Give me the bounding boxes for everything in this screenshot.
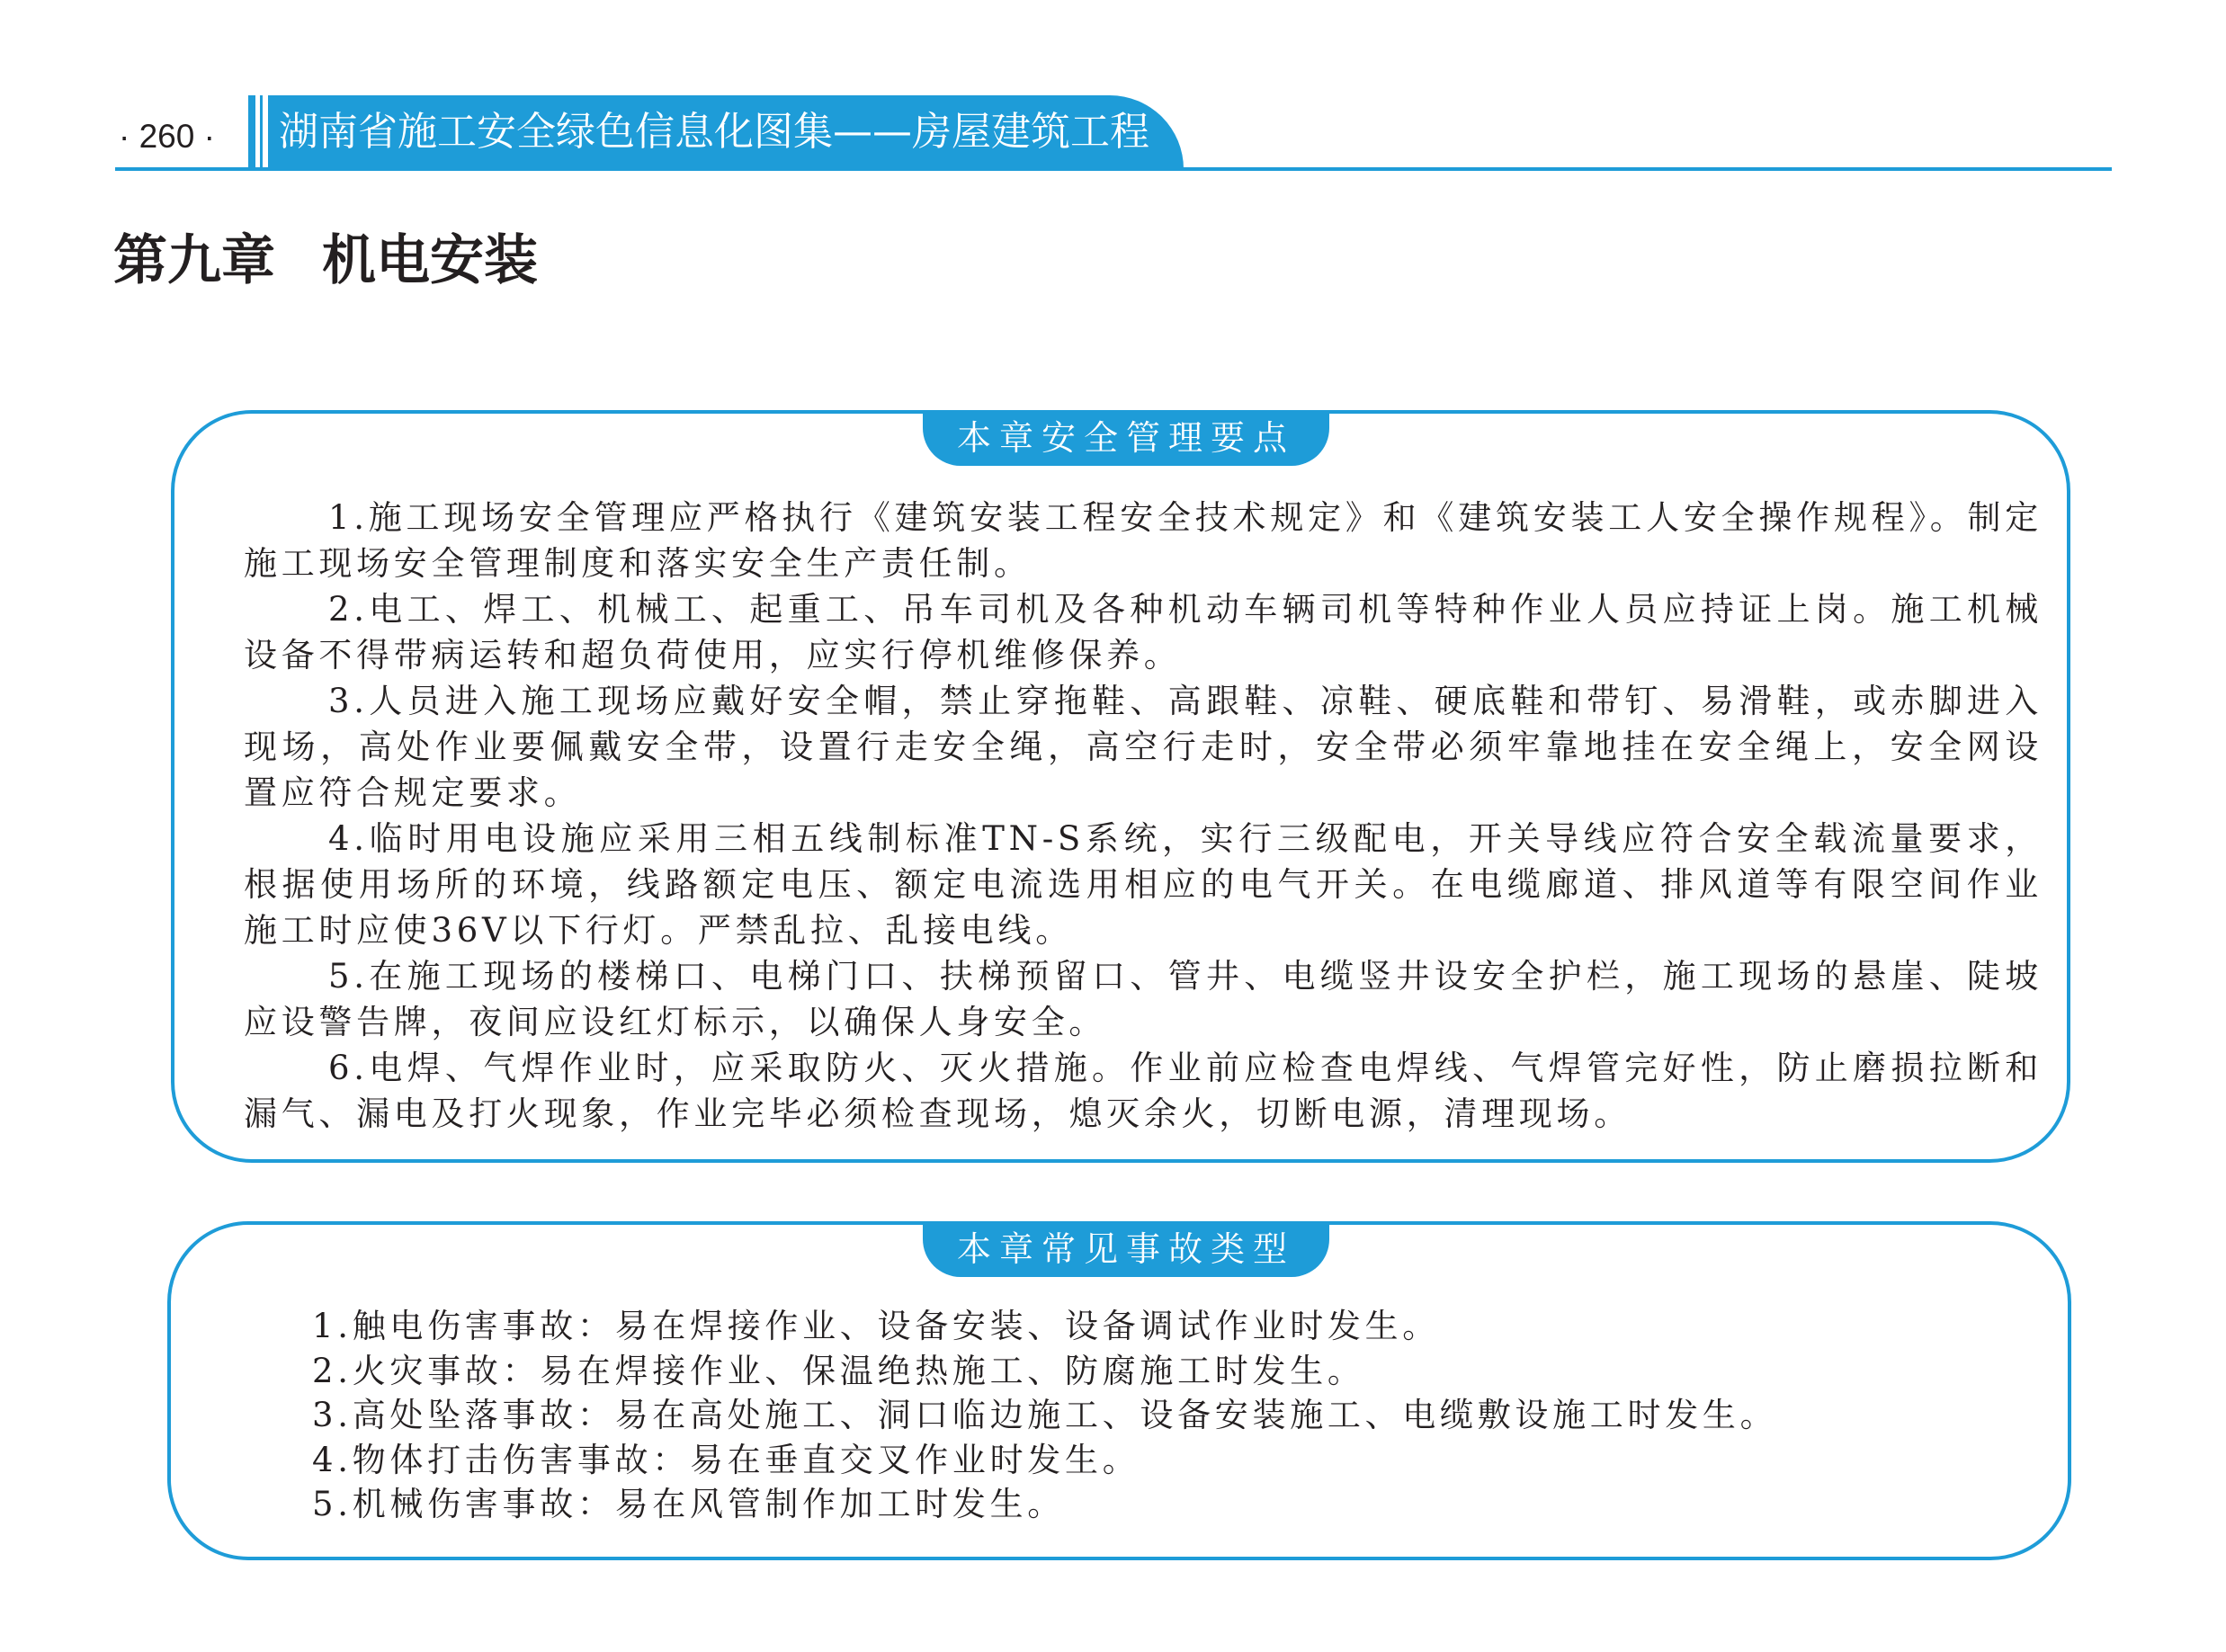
accident-types-heading: 本章常见事故类型 bbox=[923, 1221, 1329, 1277]
safety-point-item: 5.在施工现场的楼梯口、电梯门口、扶梯预留口、管井、电缆竖井设安全护栏，施工现场的悬崖、陡坡应设警告牌，夜间应设红灯标示，以确保人身安全。 bbox=[244, 957, 2043, 1041]
accident-type-item: 1.触电伤害事故：易在焊接作业、设备安装、设备调试作业时发生。 bbox=[312, 1307, 1440, 1345]
safety-point-item: 4.临时用电设施应采用三相五线制标准TN-S系统，实行三级配电，开关导线应符合安全载流量要求，根据使用场所的环境，线路额定电压、额定电流选用相应的电气开关。在电缆廊道、排风道等有限空间作业施工时应使36V以下行灯。严禁乱拉、乱接电线。 bbox=[244, 819, 2043, 950]
safety-point-item: 1.施工现场安全管理应严格执行《建筑安装工程安全技术规定》和《建筑安装工人安全操作规程》。制定施工现场安全管理制度和落实安全生产责任制。 bbox=[244, 498, 2043, 583]
accident-type-item: 2.火灾事故：易在焊接作业、保温绝热施工、防腐施工时发生。 bbox=[312, 1351, 1365, 1390]
book-title: 湖南省施工安全绿色信息化图集——房屋建筑工程 bbox=[279, 109, 1149, 155]
chapter-name: 机电安装 bbox=[322, 229, 538, 292]
header-banner bbox=[268, 95, 1184, 169]
safety-points-list bbox=[244, 495, 2043, 1137]
safety-point-item: 3.人员进入施工现场应戴好安全帽，禁止穿拖鞋、高跟鞋、凉鞋、硬底鞋和带钉、易滑鞋，或赤脚进入现场，高处作业要佩戴安全带，设置行走安全绳，高空行走时，安全带必须牢靠地挂在安全绳上，安全网设置应符合规定要求。 bbox=[244, 682, 2043, 812]
accident-type-item: 3.高处坠落事故：易在高处施工、洞口临边施工、设备安装施工、电缆敷设施工时发生。 bbox=[312, 1396, 1778, 1434]
header-accent-line bbox=[260, 95, 263, 169]
accident-type-item: 4.物体打击伤害事故：易在垂直交叉作业时发生。 bbox=[312, 1440, 1140, 1479]
header-accent-bar bbox=[248, 95, 255, 169]
safety-point-item: 6.电焊、气焊作业时，应采取防火、灭火措施。作业前应检查电焊线、气焊管完好性，防止磨损拉断和漏气、漏电及打火现象，作业完毕必须检查现场，熄灭余火，切断电源，清理现场。 bbox=[244, 1049, 2043, 1133]
safety-point-item: 2.电工、焊工、机械工、起重工、吊车司机及各种机动车辆司机等特种作业人员应持证上岗。施工机械设备不得带病运转和超负荷使用，应实行停机维修保养。 bbox=[244, 590, 2043, 674]
header-rule bbox=[115, 167, 2112, 171]
page-number: · 260 · bbox=[119, 118, 215, 155]
accident-type-item: 5.机械伤害事故：易在风管制作加工时发生。 bbox=[312, 1485, 1066, 1523]
safety-points-heading: 本章安全管理要点 bbox=[923, 410, 1329, 466]
chapter-number: 第九章 bbox=[113, 229, 275, 292]
chapter-title bbox=[113, 225, 538, 297]
accident-types-list bbox=[312, 1304, 2021, 1527]
